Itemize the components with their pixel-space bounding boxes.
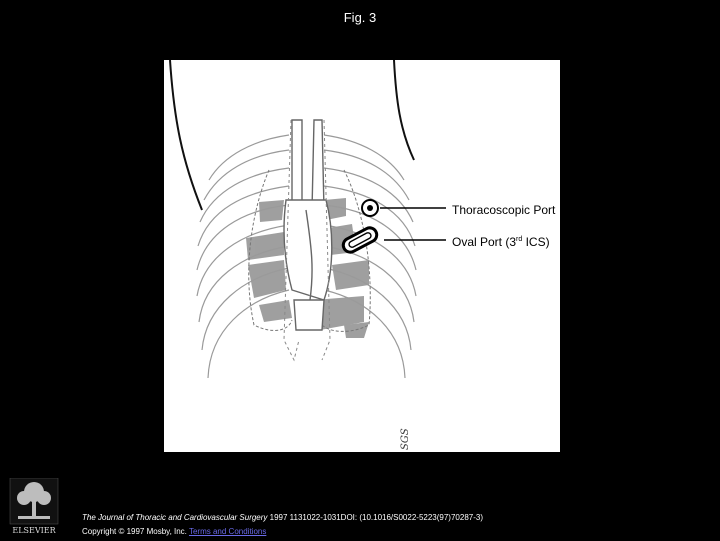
elsevier-logo	[6, 478, 62, 536]
thoracoscopic-port-marker	[362, 200, 378, 216]
citation-line	[82, 513, 483, 522]
thoracoscopic-port-label: Thoracoscopic Port	[452, 203, 556, 217]
figure-image	[164, 60, 560, 452]
terms-link[interactable]: Terms and Conditions	[188, 527, 267, 536]
oval-port-label: Oval Port (3rd ICS)	[452, 235, 550, 249]
copyright-line	[82, 527, 266, 536]
citation-details: 1997 1131022-1031DOI: (10.1016/S0022-5223(97)70287-3)	[267, 513, 483, 522]
copyright-text: Copyright © 1997 Mosby, Inc.	[82, 527, 189, 536]
journal-name: The Journal of Thoracic and Cardiovascular Surgery	[82, 513, 268, 522]
logo-wordmark: ELSEVIER	[12, 526, 56, 535]
artist-signature: SGS	[400, 428, 411, 450]
leader-lines	[380, 208, 446, 240]
figure-title: Fig. 3	[343, 10, 377, 25]
